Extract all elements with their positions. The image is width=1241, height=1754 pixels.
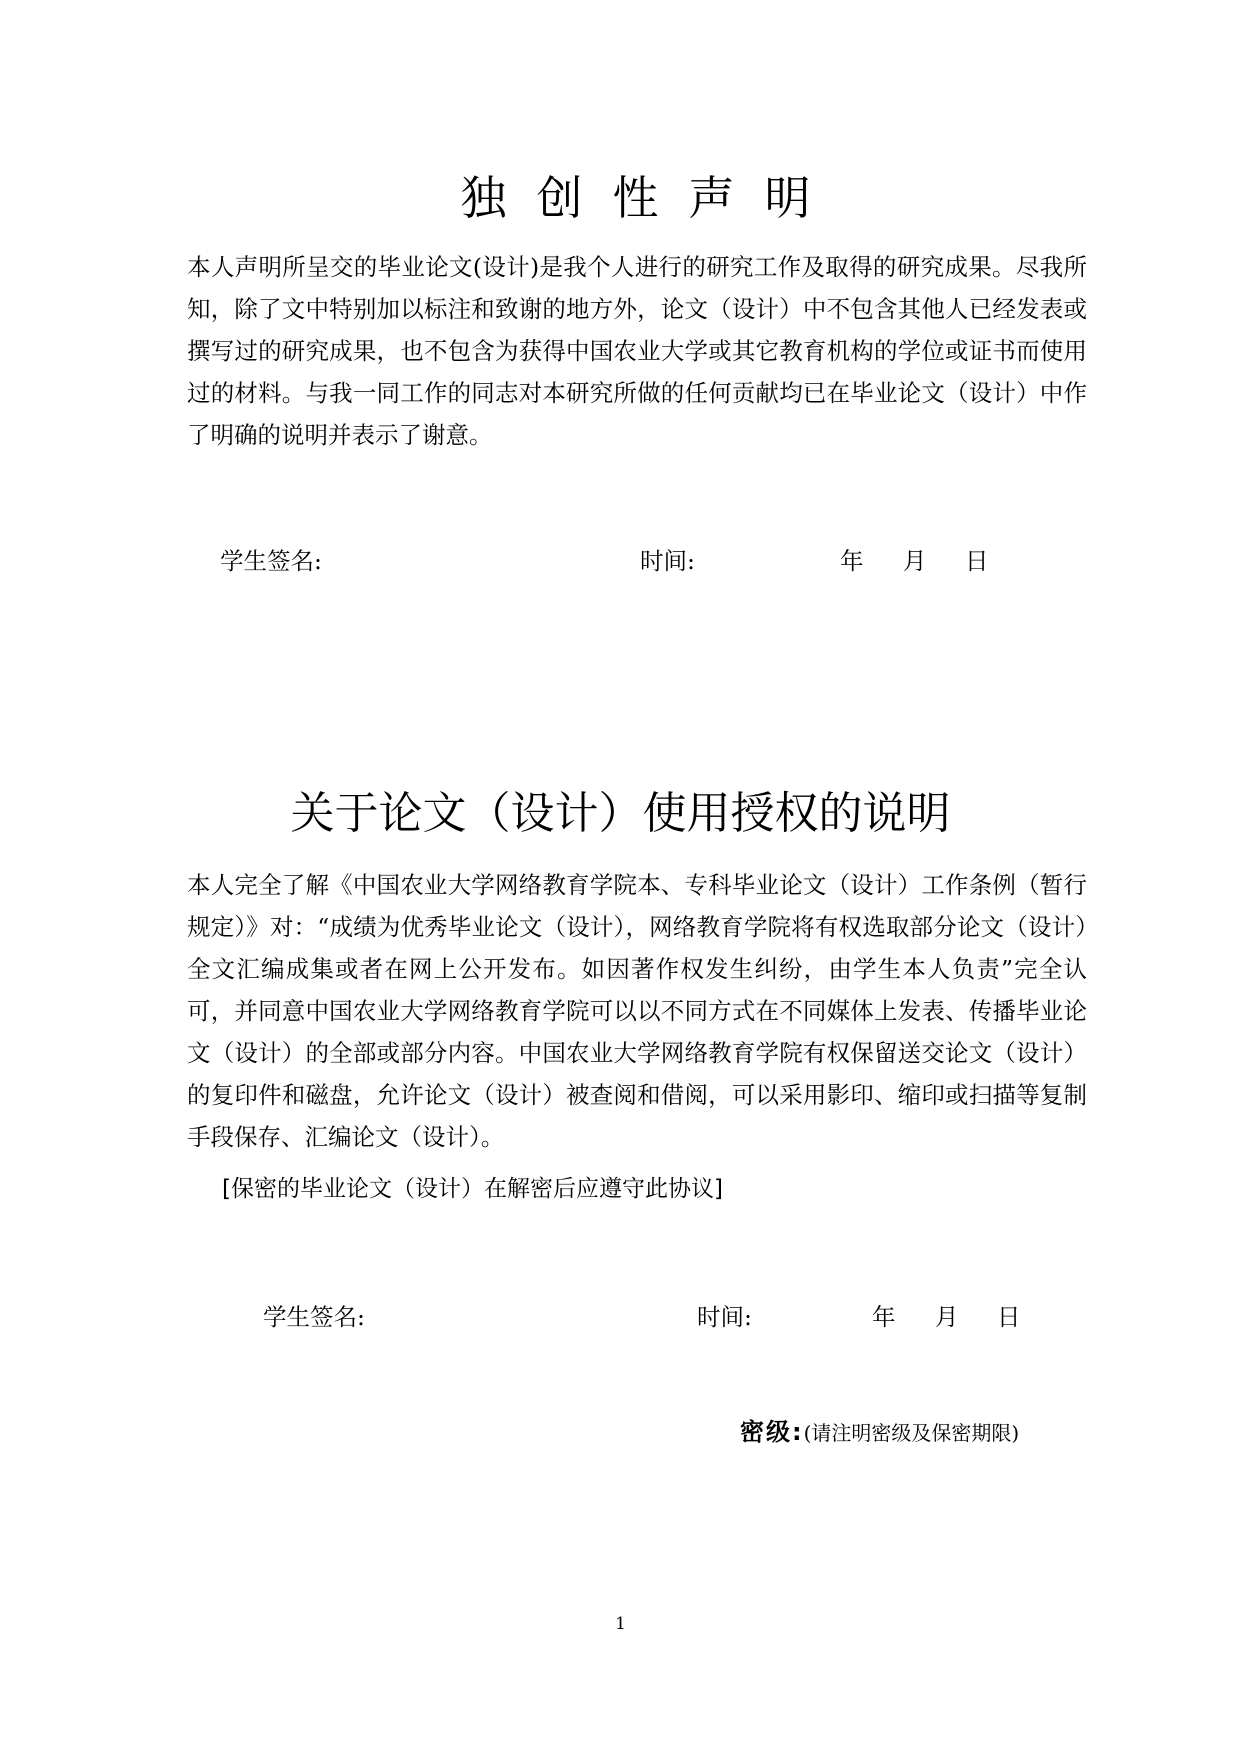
authorization-body: 本人完全了解《中国农业大学网络教育学院本、专科毕业论文（设计）工作条例（暂行规定）》对：“成绩为优秀毕业论文（设计），网络教育学院将有权选取部分论文（设计）全文汇编成集或者在网上公开发布。如因著作权发生纠纷，由学生本人负责”完全认可，并同意中国农业大学网络教育学院可以以不同方式在不同媒体上发表、传播毕业论文（设计）的全部或部分内容。中国农业大学网络教育学院有权保留送交论文（设计）的复印件和磁盘，允许论文（设计）被查阅和借阅，可以采用影印、缩印或扫描等复制手段保存、汇编论文（设计）。 (187, 871, 1087, 1151)
authorization-time-label: 时间: (697, 1303, 752, 1331)
secrecy-label: 密级: (740, 1418, 804, 1446)
declaration-body: 本人声明所呈交的毕业论文(设计)是我个人进行的研究工作及取得的研究成果。尽我所知，除了文中特别加以标注和致谢的地方外，论文（设计）中不包含其他人已经发表或撰写过的研究成果，也不包含为获得中国农业大学或其它教育机构的学位或证书而使用过的材料。与我一同工作的同志对本研究所做的任何贡献均已在毕业论文（设计）中作了明确的说明并表示了谢意。 (187, 253, 1087, 449)
authorization-month: 月 (935, 1303, 959, 1331)
declaration-day: 日 (965, 547, 989, 575)
declaration-month: 月 (903, 547, 927, 575)
secrecy-hint: (请注明密级及保密期限) (803, 1421, 1020, 1445)
confidentiality-note: [保密的毕业论文（设计）在解密后应遵守此协议] (222, 1176, 723, 1202)
declaration-year: 年 (840, 547, 864, 575)
declaration-title: 独创性声明 (460, 171, 841, 225)
page-number: 1 (615, 1614, 626, 1634)
authorization-day: 日 (997, 1303, 1021, 1331)
authorization-signature-label: 学生签名: (263, 1303, 365, 1331)
authorization-title: 关于论文（设计）使用授权的说明 (290, 788, 951, 839)
declaration-time-label: 时间: (640, 547, 695, 575)
secrecy-line (740, 1416, 1019, 1451)
authorization-year: 年 (872, 1303, 896, 1331)
declaration-signature-label: 学生签名: (220, 547, 322, 575)
